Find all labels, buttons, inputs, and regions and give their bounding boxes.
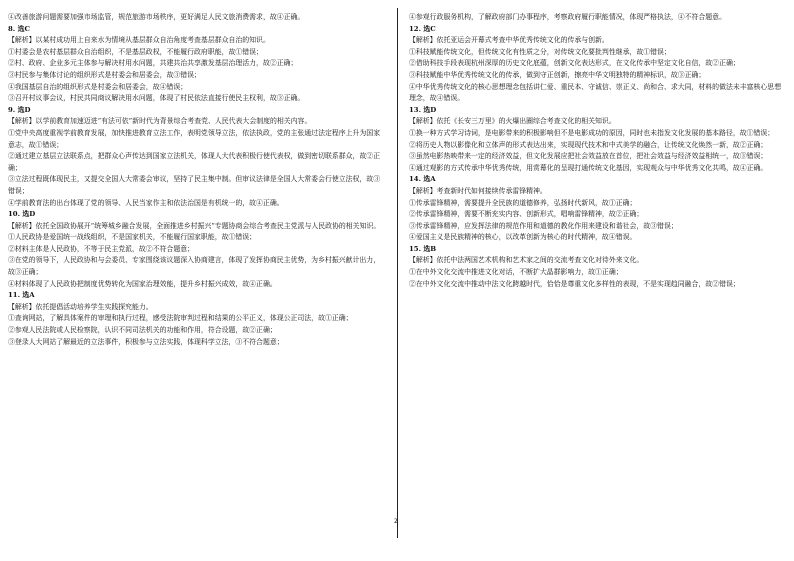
paragraph-line: ①村委会是农村基层群众自治组织，不是基层政权，不能履行政府职能，故①错误； xyxy=(8,47,263,56)
answer-heading: 15. 选B xyxy=(409,244,437,253)
paragraph-line: ②传承雷锋精神，需要不断充实内容、创新形式，唱响雷锋精神，故②正确； xyxy=(409,210,644,219)
paragraph-line: ③在党的领导下，人民政协和与会委员、专家围绕该议题深入协商建言，体现了发挥协商民主优势，为乡村振兴献计出力，故③正确； xyxy=(8,256,381,277)
paragraph-line: ③立法过程既体现民主，又提交全国人大常委会审议，坚持了民主集中制。但审议法律是全国人大常委会行使立法权，故③错误； xyxy=(8,175,381,195)
paragraph-line: ②借助科技手段表现杭州深厚的历史文化底蕴，创新文化表达形式，在文化传承中坚定文化自信，故②正确； xyxy=(409,59,740,68)
paragraph-line: ②通过建立基层立法联系点，把群众心声传达到国家立法机关，体现人大代表积极行使代表权，做到密切联系群众，故②正确； xyxy=(8,152,381,172)
answer-heading: 13. 选D xyxy=(409,105,437,114)
answer-heading: 9. 选D xyxy=(8,105,31,114)
paragraph-line: ③召开村议事会议，村民共同商议解决用水问题，体现了村民依法直接行使民主权利，故③正确。 xyxy=(8,94,305,103)
paragraph-line: ③科技赋能中华优秀传统文化的传承，做到守正创新，擦亮中华文明独特的精神标识，故③正确； xyxy=(409,70,706,79)
paragraph-line: ④爱国主义是民族精神的核心，以改革创新为核心的时代精神，故④错误。 xyxy=(409,233,637,242)
paragraph-line: ②将历史人物以影像化和立体声的形式表达出来，实现现代技术和中式美学的融合，让传统文化焕然一新，故②正确； xyxy=(409,140,768,149)
paragraph-line: ①传承雷锋精神，需要提升全民族的道德修养，弘扬时代新风，故①正确； xyxy=(409,198,637,207)
paragraph-line: 【解析】以学前教育加速迈进“有法可依”新时代为背景综合考查党、人民代表大会制度的相关内容。 xyxy=(8,117,312,126)
paragraph-line: ④参观行政服务机构，了解政府部门办事程序，考察政府履行职能情况，体现严格执法，④不符合题意。 xyxy=(409,13,726,21)
answer-heading: 14. 选A xyxy=(409,175,436,184)
paragraph-line: ②材料主体是人民政协，不等于民主党派，故②不符合题意； xyxy=(8,244,195,253)
answer-heading: 8. 选C xyxy=(8,24,30,33)
left-column xyxy=(8,12,386,348)
paragraph-line: ①在中外文化交流中推进文化对话，不断扩大晶群影响力，故①正确； xyxy=(409,268,623,277)
right-column xyxy=(409,12,787,290)
paragraph-line: ①科技赋能传统文化，但传统文化有性质之分，对传统文化要批判性继承，故①错误； xyxy=(409,47,671,56)
paragraph-line: ④学前教育法的出台体现了党的领导、人民当家作主和依法治国是有机统一的，故④正确。 xyxy=(8,198,284,207)
paragraph-line: ②村、政府、企业多元主体参与解决村用水问题，共建共治共享激发基层治理活力，故②正确； xyxy=(8,59,298,68)
paragraph-line: ①换一种方式学习诗词，是电影带来的积极影响但不是电影成功的原因，同时也未指发文化发展的基本路径，故①错误； xyxy=(409,128,775,137)
paragraph-line: 【解析】依托中法两国艺术机构和艺术家之间的交流考查文化对待外来文化。 xyxy=(409,256,644,265)
page-number: 2 xyxy=(394,518,398,525)
paragraph-line: ④中华优秀传统文化的核心思想理念包括讲仁爱、重民本、守诚信、崇正义、尚和合、求大同，材料的做法未丰富核心思想理念，故④错误。 xyxy=(409,82,782,103)
paragraph-line: ①人民政协是爱国统一战线组织，不是国家机关，不能履行国家职能，故①错误； xyxy=(8,233,257,242)
paragraph-line: 【解析】依托《长安三万里》的火爆出圈综合考查文化的相关知识。 xyxy=(409,117,616,126)
paragraph-line: 【解析】依托提倡活动培养学生实践探究能力。 xyxy=(8,302,153,311)
paragraph-line: ③村民参与集体讨论的组织形式是村委会和居委会，故③错误； xyxy=(8,70,201,79)
paragraph-line: 【解析】以某村成功用上自来水为情境从基层群众自治角度考查基层群众自治的知识。 xyxy=(8,36,270,45)
paragraph-line: ②在中外文化交流中推动中法文化跨越时代，恰恰是尊重文化多样性的表现，不是实现趋同融合，故②错误； xyxy=(409,279,740,288)
paragraph-line: 【解析】考查新时代如何接续传承雷锋精神。 xyxy=(409,186,547,195)
paragraph-line: 【解析】依托亚运会开幕式考查中华优秀传统文化的传承与创新。 xyxy=(409,36,609,45)
paragraph-line: ④我国基层自治的组织形式是村委会和居委会，故④错误； xyxy=(8,82,188,91)
paragraph-line: ②参观人民法院或人民检察院，认识不同司法机关的功能和作用，符合设题，故②正确； xyxy=(8,326,277,335)
paragraph-line: ④改善旅游问题需要加强市场监管，规范旅游市场秩序，更好满足人民文旅消费需求，故④正确。 xyxy=(8,13,305,21)
paragraph-line: ①党中央高度重视学前教育发展，加快推进教育立法工作，表明党领导立法，依法执政，党的主张通过法定程序上升为国家意志，故①错误； xyxy=(8,128,381,149)
paragraph-line: ③虽然电影热映带来一定的经济效益，但文化发展应把社会效益放在首位，把社会效益与经济效益相统一，故③错误； xyxy=(409,152,768,161)
paragraph-line: ④通过观影的方式传承中华优秀传统，用赏幕化的呈现打通传统文化基因，实现观众与中华优秀文化共鸣，故④正确。 xyxy=(409,163,768,172)
paragraph-line: 【解析】依托全国政协展开“统筹城乡融合发展，全面推进乡村振兴”专题协商会综合考查民主党派与人民政协的相关知识。 xyxy=(8,221,381,230)
paragraph-line: ③登录人大网站了解最近的立法事件，积极参与立法实践，体现科学立法，③不符合题意； xyxy=(8,337,284,346)
answer-heading: 11. 选A xyxy=(8,291,35,300)
answer-heading: 12. 选C xyxy=(409,24,436,33)
paragraph-line: ③传承雷锋精神，应发挥法律的规范作用和道德的教化作用来建设和谐社会，故③错误； xyxy=(409,221,678,230)
paragraph-line: ④材料体现了人民政协把制度优势转化为国家治理效能，提升乡村振兴成效，故④正确。 xyxy=(8,279,277,288)
paragraph-line: ①查询网站，了解具体案件的审理和执行过程，感受法院审判过程和结果的公平正义，体现公正司法，故①正确； xyxy=(8,314,353,323)
answer-heading: 10. 选D xyxy=(8,210,36,219)
column-divider xyxy=(397,8,398,538)
